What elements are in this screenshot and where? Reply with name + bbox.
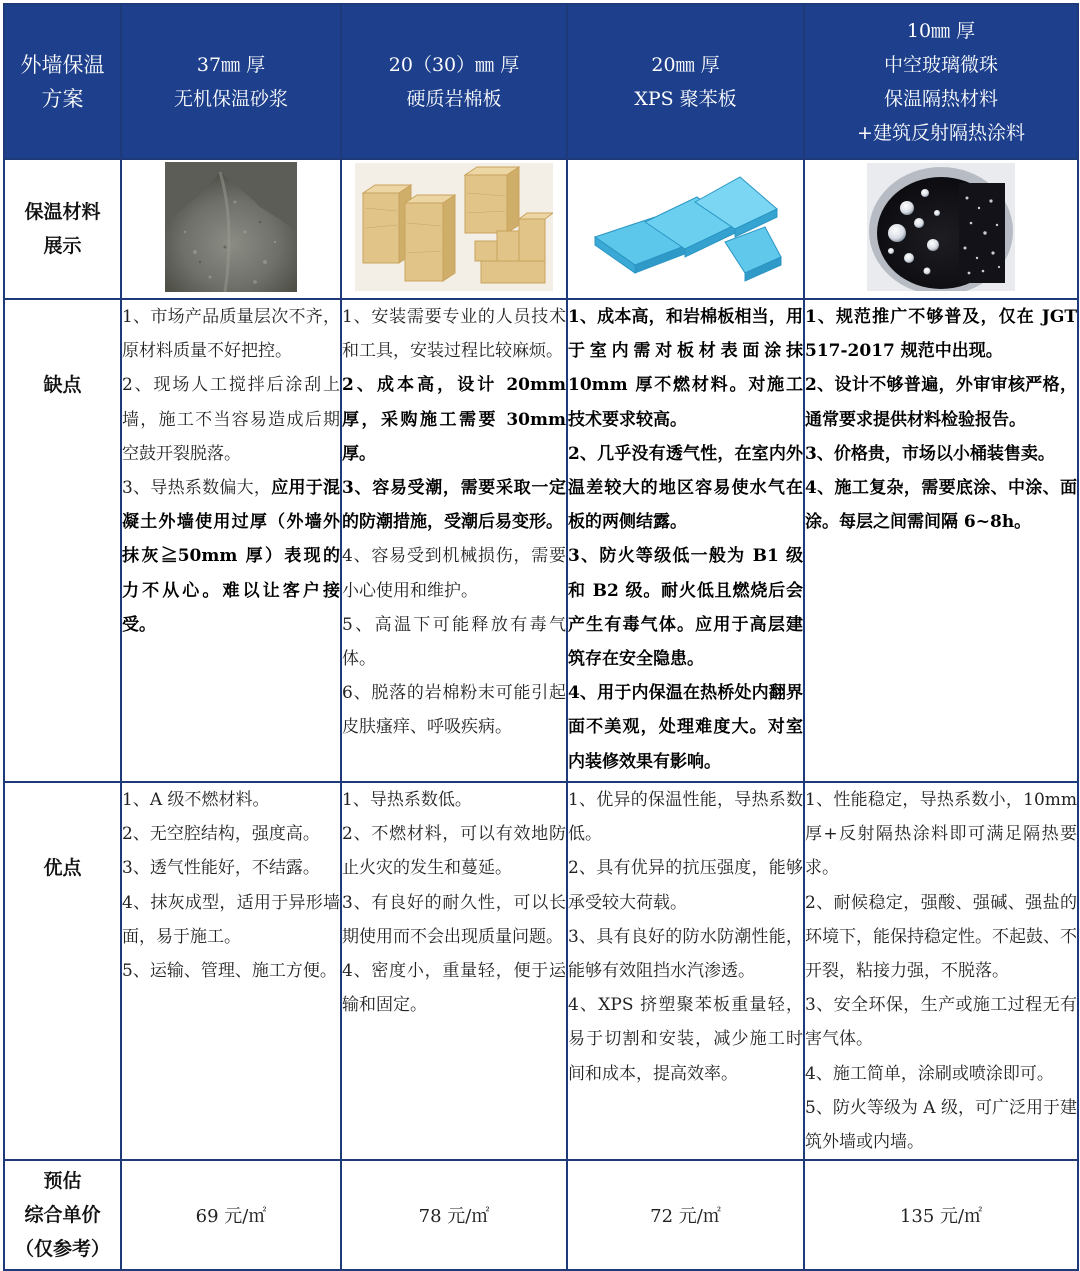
pros-item: 2、耐候稳定，强酸、强碱、强盐的环境下，能保持稳定性。不起鼓、不开裂，粘接力强，不脱落。 — [805, 892, 1077, 982]
cons-item: 1、规范推广不够普及，仅在 JGT 517-2017 规范中出现。 — [805, 307, 1077, 362]
cons-item: 1、成本高，和岩棉板相当，用于室内需对板材表面涂抹 10mm 厚不燃材料。对施工技术要求较高。 — [568, 307, 803, 430]
mortar-powder-image — [165, 162, 297, 292]
materials-label: 保温材料 展示 — [4, 159, 121, 299]
pros-item: 5、防火等级为 A 级，可广泛用于建筑外墙或内墙。 — [805, 1097, 1077, 1153]
comparison-table — [3, 3, 1079, 1271]
cons-item: 3、导热系数偏大，应用于混凝土外墙使用过厚（外墙外抹灰≧50mm 厚）表现的力不从心。难以让客户接受。 — [122, 478, 340, 635]
cons-item: 4、施工复杂，需要底涂、中涂、面涂。每层之间需间隔 6~8h。 — [805, 478, 1077, 533]
xps-image-cell — [567, 159, 804, 299]
pros-item: 4、XPS 挤塑聚苯板重量轻，易于切割和安装，减少施工时间和成本，提高效率。 — [568, 995, 803, 1084]
price-row — [4, 1160, 1078, 1270]
mortar-image-cell — [121, 159, 341, 299]
header-row — [4, 4, 1078, 159]
cons-item: 2、成本高，设计 20mm 厚，采购施工需要 30mm 厚。 — [342, 375, 566, 464]
pros-item: 3、具有良好的防水防潮性能，能够有效阻挡水汽渗透。 — [568, 926, 803, 982]
pros-row — [4, 782, 1078, 1160]
pros-item: 4、密度小，重量轻，便于运输和固定。 — [342, 961, 566, 1016]
xps-board-image — [585, 167, 787, 287]
cons-item: 5、高温下可能释放有毒气体。 — [342, 614, 566, 670]
glass-microbead-image — [867, 163, 1015, 291]
pros-glass-bead — [804, 782, 1078, 1160]
pros-item: 5、运输、管理、施工方便。 — [122, 961, 337, 982]
pros-rock-wool — [341, 782, 567, 1160]
pros-item: 1、A 级不燃材料。 — [122, 790, 270, 810]
pros-item: 1、优异的保温性能，导热系数低。 — [568, 790, 803, 845]
cons-label: 缺点 — [4, 299, 121, 782]
header-mortar: 37㎜ 厚 无机保温砂浆 — [121, 4, 341, 159]
price-label: 预估 综合单价 （仅参考） — [4, 1160, 121, 1270]
cons-glass-bead — [804, 299, 1078, 782]
pros-xps — [567, 782, 804, 1160]
cons-row — [4, 299, 1078, 782]
cons-item: 2、现场人工搅拌后涂刮上墙，施工不当容易造成后期空鼓开裂脱落。 — [122, 375, 340, 464]
header-scheme: 外墙保温 方案 — [4, 4, 121, 159]
header-glass-bead: 10㎜ 厚 中空玻璃微珠 保温隔热材料 +建筑反射隔热涂料 — [804, 4, 1078, 159]
cons-item: 2、设计不够普遍，外审审核严格，通常要求提供材料检验报告。 — [805, 375, 1077, 430]
pros-item: 2、无空腔结构，强度高。 — [122, 824, 320, 845]
pros-item: 1、导热系数低。 — [342, 790, 472, 810]
materials-row — [4, 159, 1078, 299]
cons-item: 4、用于内保温在热桥处内翻界面不美观，处理难度大。对室内装修效果有影响。 — [568, 683, 803, 772]
pros-item: 4、施工简单，涂刷或喷涂即可。 — [805, 1063, 1054, 1084]
price-rock-wool: 78 元/㎡ — [341, 1160, 567, 1270]
pros-item: 2、具有优异的抗压强度，能够承受较大荷载。 — [568, 858, 803, 913]
rock-wool-board-image — [355, 163, 553, 291]
pros-item: 3、安全环保，生产或施工过程无有害气体。 — [805, 995, 1077, 1050]
header-rock-wool: 20（30）㎜ 厚 硬质岩棉板 — [341, 4, 567, 159]
cons-mortar — [121, 299, 341, 782]
cons-item: 1、安装需要专业的人员技术和工具，安装过程比较麻烦。 — [342, 307, 566, 362]
cons-item: 3、容易受潮，需要采取一定的防潮措施，受潮后易变形。 — [342, 478, 566, 533]
pros-mortar — [121, 782, 341, 1160]
pros-label: 优点 — [4, 782, 121, 1160]
price-glass-bead: 135 元/㎡ — [804, 1160, 1078, 1270]
cons-item: 6、脱落的岩棉粉末可能引起皮肤瘙痒、呼吸疾病。 — [342, 683, 566, 738]
cons-xps — [567, 299, 804, 782]
price-mortar: 69 元/㎡ — [121, 1160, 341, 1270]
cons-item: 3、防火等级低一般为 B1 级和 B2 级。耐火低且燃烧后会产生有毒气体。应用于高层建筑存在安全隐患。 — [568, 546, 803, 670]
pros-item: 1、性能稳定，导热系数小，10mm 厚+反射隔热涂料即可满足隔热要求。 — [805, 790, 1077, 879]
price-xps: 72 元/㎡ — [567, 1160, 804, 1270]
pros-item: 3、有良好的耐久性，可以长期使用而不会出现质量问题。 — [342, 892, 566, 947]
cons-item: 4、容易受到机械损伤，需要小心使用和维护。 — [342, 546, 566, 601]
cons-item: 2、几乎没有透气性，在室内外温差较大的地区容易使水气在板的两侧结露。 — [568, 443, 803, 533]
cons-item: 1、市场产品质量层次不齐，原材料质量不好把控。 — [122, 307, 340, 362]
cons-rock-wool — [341, 299, 567, 782]
pros-item: 4、抹灰成型，适用于异形墙面，易于施工。 — [122, 892, 340, 947]
pros-item: 3、透气性能好，不结露。 — [122, 858, 320, 879]
glass-bead-image-cell — [804, 159, 1078, 299]
rock-wool-image-cell — [341, 159, 567, 299]
header-xps: 20㎜ 厚 XPS 聚苯板 — [567, 4, 804, 159]
pros-item: 2、不燃材料，可以有效地防止火灾的发生和蔓延。 — [342, 824, 566, 879]
cons-item: 3、价格贵，市场以小桶装售卖。 — [805, 443, 1055, 464]
